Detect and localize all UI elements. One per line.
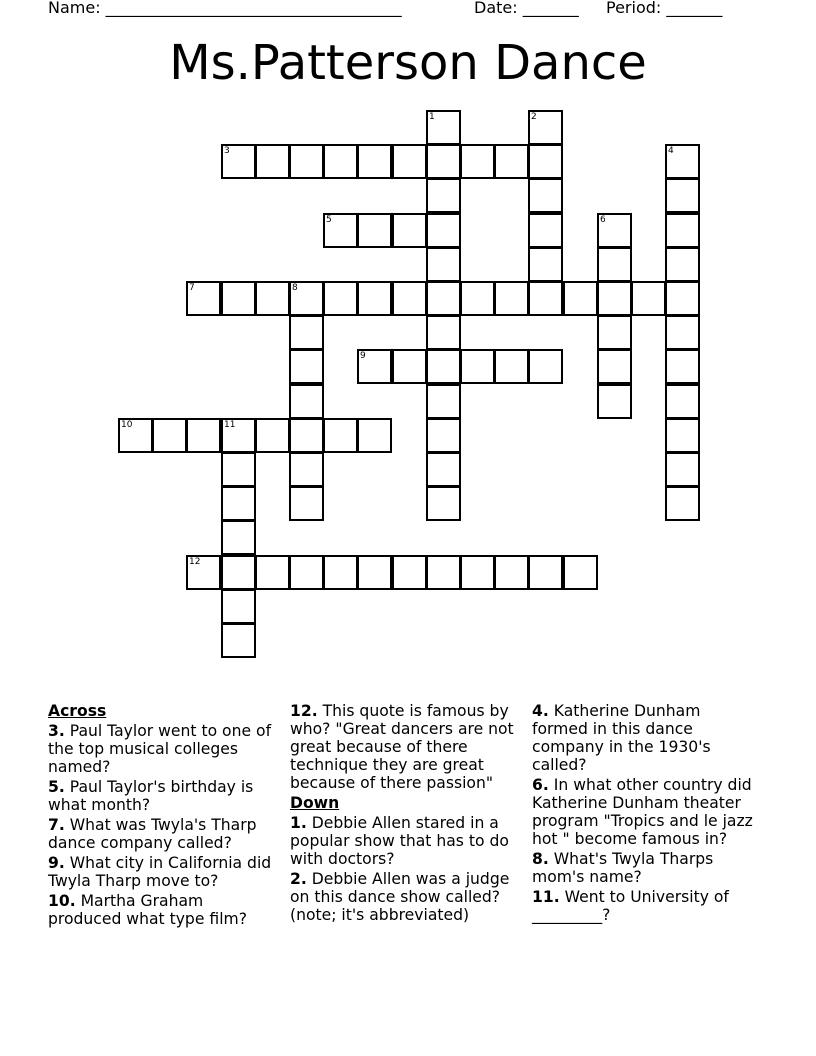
- crossword-cell[interactable]: [665, 144, 700, 179]
- crossword-cell[interactable]: [118, 418, 153, 453]
- crossword-cell[interactable]: [528, 213, 563, 248]
- crossword-cell[interactable]: [289, 418, 324, 453]
- cell-number: 8: [292, 283, 298, 293]
- clue-text: Katherine Dunham formed in this dance company in the 1930's called?: [532, 702, 711, 774]
- period-field[interactable]: Period: _______: [606, 0, 723, 17]
- crossword-cell[interactable]: [528, 247, 563, 282]
- crossword-cell[interactable]: [665, 178, 700, 213]
- crossword-cell[interactable]: [221, 418, 256, 453]
- crossword-cell[interactable]: [426, 144, 461, 179]
- crossword-cell[interactable]: [255, 418, 290, 453]
- clue-down-1: [290, 814, 516, 868]
- clue-number: 3.: [48, 722, 65, 740]
- clue-down-6: [532, 776, 758, 848]
- clues-column-1: [48, 702, 274, 930]
- clue-across-9: [48, 854, 274, 890]
- clue-text: Paul Taylor went to one of the top musical colleges named?: [48, 722, 272, 776]
- crossword-cell[interactable]: [357, 349, 392, 384]
- crossword-cell[interactable]: [597, 315, 632, 350]
- crossword-cell[interactable]: [426, 178, 461, 213]
- cell-number: 3: [224, 146, 230, 156]
- crossword-cell[interactable]: [563, 281, 598, 316]
- crossword-cell[interactable]: [289, 144, 324, 179]
- cell-number: 7: [189, 283, 195, 293]
- crossword-cell[interactable]: [460, 281, 495, 316]
- clue-text: Martha Graham produced what type film?: [48, 892, 247, 928]
- crossword-cell[interactable]: [426, 213, 461, 248]
- crossword-cell[interactable]: [426, 418, 461, 453]
- crossword-cell[interactable]: [255, 555, 290, 590]
- crossword-cell[interactable]: [221, 486, 256, 521]
- clues-column-3: [532, 702, 758, 926]
- crossword-cell[interactable]: [597, 247, 632, 282]
- crossword-cell[interactable]: [426, 110, 461, 145]
- crossword-cell[interactable]: [665, 486, 700, 521]
- crossword-cell[interactable]: [255, 281, 290, 316]
- crossword-cell[interactable]: [289, 349, 324, 384]
- clue-text: Went to University of _________?: [532, 888, 729, 924]
- crossword-cell[interactable]: [528, 144, 563, 179]
- across-heading: Across: [48, 702, 107, 720]
- crossword-cell[interactable]: [152, 418, 187, 453]
- date-field[interactable]: Date: _______: [474, 0, 579, 17]
- clue-across-3: [48, 722, 274, 776]
- cell-number: 10: [121, 420, 133, 430]
- clue-number: 9.: [48, 854, 65, 872]
- crossword-cell[interactable]: [289, 384, 324, 419]
- cell-number: 4: [668, 146, 674, 156]
- clue-text: What city in California did Twyla Tharp move to?: [48, 854, 272, 890]
- down-heading: Down: [290, 794, 340, 812]
- crossword-cell[interactable]: [186, 555, 221, 590]
- crossword-cell[interactable]: [255, 144, 290, 179]
- crossword-cell[interactable]: [528, 349, 563, 384]
- clue-number: 5.: [48, 778, 65, 796]
- clue-number: 10.: [48, 892, 76, 910]
- cell-number: 9: [360, 351, 366, 361]
- crossword-cell[interactable]: [494, 349, 529, 384]
- crossword-cell[interactable]: [494, 281, 529, 316]
- crossword-cell[interactable]: [426, 281, 461, 316]
- crossword-cell[interactable]: [563, 555, 598, 590]
- name-field[interactable]: Name: _____________________________________: [48, 0, 402, 17]
- crossword-cell[interactable]: [221, 520, 256, 555]
- crossword-cell[interactable]: [323, 144, 358, 179]
- crossword-cell[interactable]: [426, 247, 461, 282]
- clue-across-7: [48, 816, 274, 852]
- clue-text: What was Twyla's Tharp dance company called?: [48, 816, 257, 852]
- clue-text: Debbie Allen was a judge on this dance show called?(note; it's abbreviated): [290, 870, 510, 924]
- crossword-cell[interactable]: [392, 555, 427, 590]
- crossword-cell[interactable]: [597, 349, 632, 384]
- crossword-cell[interactable]: [289, 315, 324, 350]
- crossword-cell[interactable]: [426, 384, 461, 419]
- crossword-cell[interactable]: [665, 281, 700, 316]
- clue-number: 4.: [532, 702, 549, 720]
- crossword-cell[interactable]: [357, 281, 392, 316]
- crossword-cell[interactable]: [186, 418, 221, 453]
- crossword-cell[interactable]: [665, 349, 700, 384]
- clue-number: 7.: [48, 816, 65, 834]
- crossword-cell[interactable]: [323, 213, 358, 248]
- crossword-cell[interactable]: [323, 555, 358, 590]
- crossword-cell[interactable]: [460, 349, 495, 384]
- crossword-cell[interactable]: [494, 144, 529, 179]
- cell-number: 1: [429, 112, 435, 122]
- clue-text: In what other country did Katherine Dunham theater program "Tropics and le jazz hot " become famous in?: [532, 776, 753, 848]
- clue-text: Paul Taylor's birthday is what month?: [48, 778, 254, 814]
- crossword-cell[interactable]: [221, 281, 256, 316]
- crossword-cell[interactable]: [323, 281, 358, 316]
- clue-across-12: [290, 702, 516, 792]
- crossword-cell[interactable]: [289, 486, 324, 521]
- clue-down-4: [532, 702, 758, 774]
- clue-number: 1.: [290, 814, 307, 832]
- clue-number: 12.: [290, 702, 318, 720]
- cell-number: 5: [326, 215, 332, 225]
- crossword-cell[interactable]: [597, 281, 632, 316]
- clue-down-8: [532, 850, 758, 886]
- crossword-cell[interactable]: [494, 555, 529, 590]
- crossword-cell[interactable]: [528, 110, 563, 145]
- crossword-cell[interactable]: [357, 144, 392, 179]
- crossword-cell[interactable]: [528, 281, 563, 316]
- crossword-cell[interactable]: [186, 281, 221, 316]
- clue-number: 8.: [532, 850, 549, 868]
- crossword-cell[interactable]: [221, 555, 256, 590]
- crossword-cell[interactable]: [357, 555, 392, 590]
- crossword-cell[interactable]: [597, 213, 632, 248]
- crossword-cell[interactable]: [665, 247, 700, 282]
- crossword-cell[interactable]: [323, 418, 358, 453]
- cell-number: 2: [531, 112, 537, 122]
- crossword-cell[interactable]: [392, 281, 427, 316]
- crossword-cell[interactable]: [221, 452, 256, 487]
- crossword-cell[interactable]: [392, 144, 427, 179]
- crossword-cell[interactable]: [221, 144, 256, 179]
- crossword-cell[interactable]: [528, 178, 563, 213]
- crossword-cell[interactable]: [221, 589, 256, 624]
- crossword-cell[interactable]: [665, 418, 700, 453]
- crossword-cell[interactable]: [631, 281, 666, 316]
- clue-text: What's Twyla Tharps mom's name?: [532, 850, 714, 886]
- crossword-cell[interactable]: [460, 555, 495, 590]
- clue-down-2: [290, 870, 516, 924]
- crossword-cell[interactable]: [665, 452, 700, 487]
- crossword-cell[interactable]: [597, 384, 632, 419]
- cell-number: 12: [189, 557, 201, 567]
- clue-number: 6.: [532, 776, 549, 794]
- clue-down-11: [532, 888, 758, 924]
- crossword-cell[interactable]: [426, 452, 461, 487]
- crossword-cell[interactable]: [289, 452, 324, 487]
- crossword-cell[interactable]: [665, 213, 700, 248]
- cell-number: 11: [224, 420, 236, 430]
- clue-across-10: [48, 892, 274, 928]
- crossword-cell[interactable]: [289, 555, 324, 590]
- crossword-cell[interactable]: [460, 144, 495, 179]
- clue-text: This quote is famous by who? "Great dancers are not great because of there technique they are great because of there passion": [290, 702, 514, 792]
- crossword-cell[interactable]: [665, 315, 700, 350]
- crossword-cell[interactable]: [392, 213, 427, 248]
- crossword-cell[interactable]: [221, 623, 256, 658]
- crossword-cell[interactable]: [357, 213, 392, 248]
- clues-column-2: [290, 702, 516, 926]
- crossword-cell[interactable]: [426, 315, 461, 350]
- crossword-cell[interactable]: [528, 555, 563, 590]
- cell-number: 6: [600, 215, 606, 225]
- crossword-cell[interactable]: [357, 418, 392, 453]
- crossword-cell[interactable]: [289, 281, 324, 316]
- crossword-cell[interactable]: [426, 486, 461, 521]
- crossword-cell[interactable]: [426, 349, 461, 384]
- clue-text: Debbie Allen stared in a popular show that has to do with doctors?: [290, 814, 509, 868]
- page-title: Ms.Patterson Dance: [169, 35, 647, 91]
- clue-number: 11.: [532, 888, 560, 906]
- clue-across-5: [48, 778, 274, 814]
- crossword-cell[interactable]: [426, 555, 461, 590]
- clue-number: 2.: [290, 870, 307, 888]
- crossword-cell[interactable]: [665, 384, 700, 419]
- crossword-cell[interactable]: [392, 349, 427, 384]
